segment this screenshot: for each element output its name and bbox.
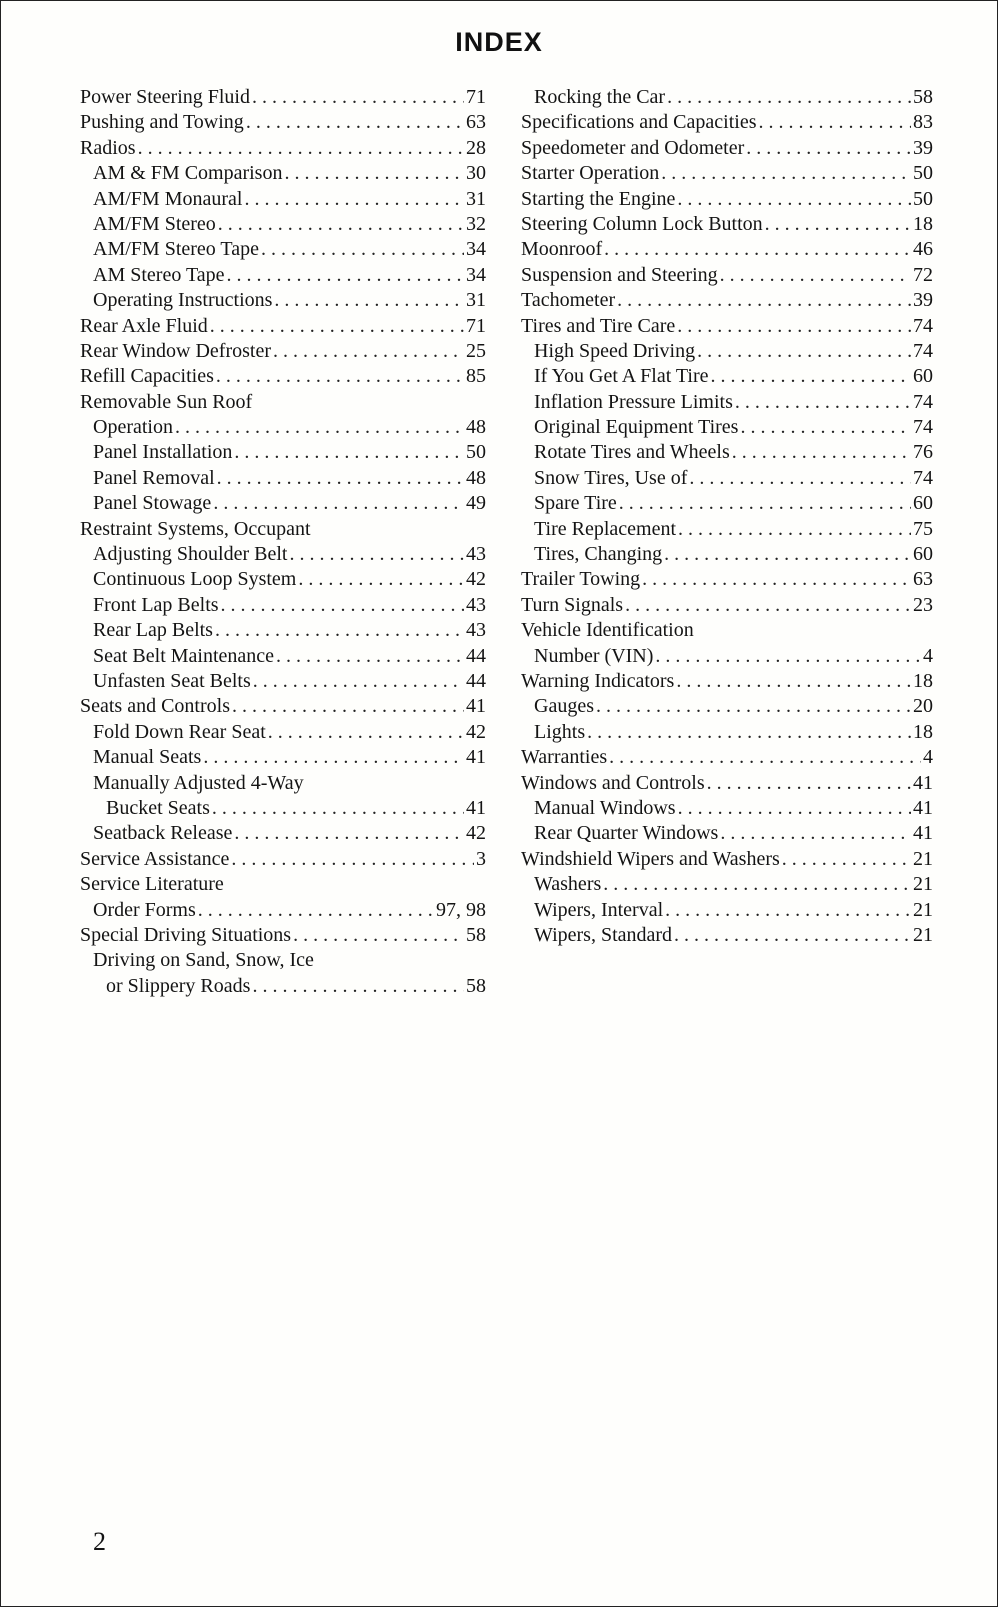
- index-entry: [80, 390, 486, 415]
- index-entry-label: Unfasten Seat Belts: [93, 669, 251, 692]
- index-entry: [80, 288, 486, 313]
- dot-leader: [268, 720, 464, 745]
- index-entry: [80, 593, 486, 618]
- index-entry-label: Service Assistance: [80, 847, 230, 870]
- index-entry: [80, 415, 486, 440]
- index-entry-label: Turn Signals: [521, 593, 624, 616]
- index-entry-label: Warning Indicators: [521, 669, 675, 692]
- index-entry-label: Refill Capacities: [80, 365, 214, 388]
- dot-leader: [217, 466, 464, 491]
- index-entry-label: AM & FM Comparison: [93, 162, 283, 185]
- index-entry-page: 32: [466, 212, 486, 235]
- index-entry-page: 42: [466, 720, 486, 743]
- index-column-right: [521, 85, 933, 948]
- index-entry-page: 4: [923, 746, 933, 769]
- dot-leader: [274, 288, 464, 313]
- index-entry-label: Windows and Controls: [521, 771, 705, 794]
- index-entry-label: Inflation Pressure Limits: [534, 390, 733, 413]
- index-entry-label: Seat Belt Maintenance: [93, 644, 275, 667]
- index-entry-page: 63: [466, 111, 486, 134]
- index-entry-page: 48: [466, 416, 486, 439]
- index-entry-page: 76: [913, 441, 933, 464]
- index-entry: [521, 440, 933, 465]
- index-entry-page: 39: [913, 289, 933, 312]
- dot-leader: [298, 567, 464, 592]
- dot-leader: [215, 618, 464, 643]
- index-entry-page: 97, 98: [436, 898, 486, 921]
- index-entry-label: If You Get A Flat Tire: [534, 365, 709, 388]
- index-entry-page: 18: [913, 669, 933, 692]
- index-entry-label: Rocking the Car: [534, 86, 666, 108]
- dot-leader: [253, 669, 464, 694]
- index-entry-page: 41: [466, 695, 486, 718]
- page-title: INDEX: [455, 27, 543, 57]
- dot-leader: [234, 440, 464, 465]
- index-entry: [521, 618, 933, 643]
- index-entry-page: 74: [913, 339, 933, 362]
- dot-leader: [216, 364, 464, 389]
- dot-leader: [234, 821, 464, 846]
- index-entry-label: Rotate Tires and Wheels: [534, 441, 730, 464]
- dot-leader: [676, 669, 911, 694]
- index-entry: [80, 898, 486, 923]
- index-entry: [521, 110, 933, 135]
- dot-leader: [246, 110, 464, 135]
- index-entry: [521, 593, 933, 618]
- index-entry-page: 43: [466, 543, 486, 566]
- index-entry: [521, 237, 933, 262]
- dot-leader: [252, 85, 464, 110]
- index-entry-page: 60: [913, 492, 933, 515]
- index-entry-page: 28: [466, 136, 486, 159]
- dot-leader: [661, 161, 911, 186]
- index-entry: [80, 161, 486, 186]
- dot-leader: [678, 796, 911, 821]
- index-entry: [521, 847, 933, 872]
- index-entry-label: AM/FM Stereo Tape: [93, 238, 259, 261]
- index-entry-page: 34: [466, 263, 486, 286]
- index-entry: [80, 821, 486, 846]
- dot-leader: [138, 136, 464, 161]
- index-entry: [80, 517, 486, 542]
- index-entry-page: 74: [913, 390, 933, 413]
- index-entry-label: Continuous Loop System: [93, 568, 297, 591]
- index-entry-label: Order Forms: [93, 898, 196, 921]
- index-entry-label: Bucket Seats: [106, 796, 210, 819]
- index-entry: [80, 847, 486, 872]
- dot-leader: [689, 466, 911, 491]
- index-entry-page: 63: [913, 568, 933, 591]
- index-entry-page: 44: [466, 644, 486, 667]
- index-entry-label: Manually Adjusted 4-Way: [93, 771, 304, 794]
- index-entry-page: 39: [913, 136, 933, 159]
- index-entry-page: 50: [466, 441, 486, 464]
- index-entry: [80, 212, 486, 237]
- index-entry-label: or Slippery Roads: [106, 974, 251, 997]
- index-entry: [521, 85, 933, 110]
- dot-leader: [604, 237, 911, 262]
- index-entry-page: 4: [923, 644, 933, 667]
- dot-leader: [617, 288, 911, 313]
- index-entry-page: 58: [466, 923, 486, 946]
- index-entry-label: Original Equipment Tires: [534, 416, 739, 439]
- index-entry-label: Manual Windows: [534, 796, 676, 819]
- index-entry: [521, 161, 933, 186]
- dot-leader: [746, 136, 911, 161]
- index-entry: [80, 440, 486, 465]
- index-entry-label: Restraint Systems, Occupant: [80, 517, 311, 540]
- index-entry: [80, 567, 486, 592]
- index-entry-label: Speedometer and Odometer: [521, 136, 745, 159]
- dot-leader: [289, 542, 464, 567]
- index-entry-label: Driving on Sand, Snow, Ice: [93, 949, 314, 972]
- dot-leader: [232, 694, 464, 719]
- index-entry-page: 74: [913, 466, 933, 489]
- dot-leader: [765, 212, 911, 237]
- index-entry-label: Operating Instructions: [93, 289, 273, 312]
- index-entry: [521, 898, 933, 923]
- index-entry-label: Spare Tire: [534, 492, 617, 515]
- index-entry: [521, 567, 933, 592]
- index-entry-page: 72: [913, 263, 933, 286]
- index-entry-page: 23: [913, 593, 933, 616]
- index-entry: [521, 644, 933, 669]
- index-entry: [521, 187, 933, 212]
- index-entry: [521, 720, 933, 745]
- index-entry: [80, 948, 486, 973]
- index-entry: [521, 364, 933, 389]
- index-entry: [521, 491, 933, 516]
- index-entry-label: Gauges: [534, 695, 594, 718]
- index-entry: [521, 212, 933, 237]
- index-entry: [521, 923, 933, 948]
- dot-leader: [697, 339, 911, 364]
- index-entry-label: Rear Lap Belts: [93, 619, 213, 642]
- dot-leader: [273, 339, 464, 364]
- index-entry-page: 49: [466, 492, 486, 515]
- index-entry: [80, 618, 486, 643]
- index-entry-page: 58: [466, 974, 486, 997]
- dot-leader: [609, 745, 921, 770]
- index-entry: [80, 923, 486, 948]
- index-entry: [80, 644, 486, 669]
- dot-leader: [732, 440, 911, 465]
- index-entry: [80, 85, 486, 110]
- index-column-left: [80, 85, 486, 999]
- index-entry: [521, 669, 933, 694]
- dot-leader: [587, 720, 911, 745]
- index-entry: [521, 288, 933, 313]
- index-entry-page: 18: [913, 720, 933, 743]
- dot-leader: [674, 923, 911, 948]
- index-entry-page: 31: [466, 187, 486, 210]
- dot-leader: [720, 263, 911, 288]
- dot-leader: [603, 872, 911, 897]
- index-entry-page: 41: [913, 796, 933, 819]
- dot-leader: [619, 491, 911, 516]
- index-entry: [80, 314, 486, 339]
- index-entry-label: Removable Sun Roof: [80, 390, 253, 413]
- index-entry-page: 50: [913, 187, 933, 210]
- dot-leader: [231, 847, 474, 872]
- index-entry-page: 21: [913, 898, 933, 921]
- index-entry: [521, 517, 933, 542]
- dot-leader: [720, 821, 911, 846]
- index-entry-label: Rear Window Defroster: [80, 339, 271, 362]
- index-entry: [521, 872, 933, 897]
- index-entry-page: 21: [913, 923, 933, 946]
- dot-leader: [677, 314, 911, 339]
- index-entry-page: 21: [913, 873, 933, 896]
- dot-leader: [175, 415, 464, 440]
- index-entry-label: Panel Stowage: [93, 492, 212, 515]
- index-entry: [521, 796, 933, 821]
- index-entry: [80, 720, 486, 745]
- index-entry-page: 83: [913, 111, 933, 134]
- index-entry-label: Tires, Changing: [534, 543, 663, 566]
- dot-leader: [625, 593, 911, 618]
- index-entry: [80, 974, 486, 999]
- index-entry-label: Starting the Engine: [521, 187, 676, 210]
- index-entry-label: AM/FM Monaural: [93, 187, 243, 210]
- index-entry: [80, 466, 486, 491]
- dot-leader: [782, 847, 911, 872]
- index-entry-label: Tire Replacement: [534, 517, 677, 540]
- index-entry-page: 43: [466, 593, 486, 616]
- index-entry-page: 21: [913, 847, 933, 870]
- dot-leader: [707, 771, 911, 796]
- index-entry-page: 31: [466, 289, 486, 312]
- index-entry-label: Rear Axle Fluid: [80, 314, 208, 337]
- index-entry-page: 42: [466, 568, 486, 591]
- index-entry-label: Steering Column Lock Button: [521, 212, 763, 235]
- index-entry: [80, 263, 486, 288]
- index-entry-label: Front Lap Belts: [93, 593, 219, 616]
- index-entry-page: 3: [476, 847, 486, 870]
- index-entry-page: 74: [913, 416, 933, 439]
- index-entry-label: Tachometer: [521, 289, 616, 312]
- index-entry-label: Seatback Release: [93, 822, 233, 845]
- index-entry-page: 58: [913, 86, 933, 108]
- dot-leader: [596, 694, 911, 719]
- index-entry-label: Wipers, Interval: [534, 898, 664, 921]
- index-entry-label: Manual Seats: [93, 746, 202, 769]
- index-entry: [521, 314, 933, 339]
- index-entry: [80, 771, 486, 796]
- index-entry-label: Starter Operation: [521, 162, 660, 185]
- index-entry-page: 75: [913, 517, 933, 540]
- dot-leader: [740, 415, 911, 440]
- dot-leader: [213, 491, 464, 516]
- index-entry-page: 44: [466, 669, 486, 692]
- index-entry-label: Washers: [534, 873, 602, 896]
- index-entry-label: Lights: [534, 720, 586, 743]
- dot-leader: [203, 745, 464, 770]
- dot-leader: [198, 898, 434, 923]
- index-entry: [521, 263, 933, 288]
- dot-leader: [758, 110, 911, 135]
- index-entry-label: Specifications and Capacities: [521, 111, 757, 134]
- index-entry-label: AM/FM Stereo: [93, 212, 216, 235]
- index-entry-page: 41: [913, 822, 933, 845]
- index-entry-page: 60: [913, 543, 933, 566]
- dot-leader: [227, 263, 464, 288]
- dot-leader: [711, 364, 912, 389]
- index-entry-page: 41: [466, 746, 486, 769]
- dot-leader: [210, 314, 464, 339]
- index-entry-label: Panel Removal: [93, 466, 215, 489]
- index-entry: [80, 872, 486, 897]
- index-entry-label: Wipers, Standard: [534, 923, 673, 946]
- index-entry: [80, 491, 486, 516]
- dot-leader: [252, 974, 464, 999]
- page-number: 2: [93, 1527, 106, 1556]
- index-entry-label: Panel Installation: [93, 441, 233, 464]
- index-entry-label: Special Driving Situations: [80, 923, 292, 946]
- dot-leader: [642, 567, 911, 592]
- index-entry-label: AM Stereo Tape: [93, 263, 225, 286]
- index-entry-page: 85: [466, 365, 486, 388]
- index-entry: [521, 745, 933, 770]
- index-entry-label: Power Steering Fluid: [80, 86, 250, 108]
- index-entry-page: 25: [466, 339, 486, 362]
- dot-leader: [221, 593, 464, 618]
- index-entry-label: Adjusting Shoulder Belt: [93, 543, 288, 566]
- dot-leader: [665, 898, 911, 923]
- index-entry-label: Moonroof: [521, 238, 603, 261]
- dot-leader: [212, 796, 464, 821]
- dot-leader: [667, 85, 911, 110]
- dot-leader: [677, 187, 911, 212]
- index-entry: [521, 339, 933, 364]
- index-entry: [521, 466, 933, 491]
- index-entry-page: 60: [913, 365, 933, 388]
- index-entry: [80, 237, 486, 262]
- dot-leader: [655, 644, 921, 669]
- index-entry: [80, 694, 486, 719]
- index-entry-label: Warranties: [521, 746, 608, 769]
- index-entry-page: 74: [913, 314, 933, 337]
- dot-leader: [664, 542, 911, 567]
- dot-leader: [678, 517, 911, 542]
- index-entry: [80, 187, 486, 212]
- index-entry-label: Vehicle Identification: [521, 619, 694, 642]
- index-entry-page: 42: [466, 822, 486, 845]
- index-entry: [521, 821, 933, 846]
- dot-leader: [244, 187, 464, 212]
- index-entry-page: 20: [913, 695, 933, 718]
- index-entry: [521, 390, 933, 415]
- index-entry-label: Seats and Controls: [80, 695, 230, 718]
- index-entry-label: Rear Quarter Windows: [534, 822, 719, 845]
- index-entry-label: Snow Tires, Use of: [534, 466, 688, 489]
- index-entry: [80, 745, 486, 770]
- index-entry: [521, 415, 933, 440]
- dot-leader: [261, 237, 464, 262]
- dot-leader: [284, 161, 464, 186]
- index-entry: [80, 136, 486, 161]
- index-entry-page: 41: [466, 796, 486, 819]
- index-entry: [521, 771, 933, 796]
- index-entry-label: Suspension and Steering: [521, 263, 718, 286]
- index-entry: [80, 542, 486, 567]
- index-entry-page: 71: [466, 86, 486, 108]
- index-entry-page: 48: [466, 466, 486, 489]
- index-entry-label: Pushing and Towing: [80, 111, 244, 134]
- index-entry-page: 34: [466, 238, 486, 261]
- index-entry: [80, 669, 486, 694]
- index-entry-label: Windshield Wipers and Washers: [521, 847, 780, 870]
- index-entry-label: Service Literature: [80, 873, 224, 896]
- index-entry-label: Tires and Tire Care: [521, 314, 676, 337]
- dot-leader: [276, 644, 464, 669]
- dot-leader: [218, 212, 464, 237]
- index-entry: [80, 796, 486, 821]
- index-entry-label: Fold Down Rear Seat: [93, 720, 266, 743]
- index-entry: [521, 136, 933, 161]
- index-entry: [521, 694, 933, 719]
- index-entry-page: 18: [913, 212, 933, 235]
- index-entry-page: 41: [913, 771, 933, 794]
- index-entry-label: Radios: [80, 136, 136, 159]
- index-entry-page: 50: [913, 162, 933, 185]
- index-entry-page: 71: [466, 314, 486, 337]
- dot-leader: [293, 923, 464, 948]
- index-entry-label: Number (VIN): [534, 644, 654, 667]
- index-entry-label: High Speed Driving: [534, 339, 696, 362]
- index-entry: [521, 542, 933, 567]
- index-entry: [80, 110, 486, 135]
- index-entry-page: 30: [466, 162, 486, 185]
- index-entry: [80, 339, 486, 364]
- index-entry: [80, 364, 486, 389]
- index-entry-label: Trailer Towing: [521, 568, 641, 591]
- index-entry-page: 46: [913, 238, 933, 261]
- dot-leader: [735, 390, 911, 415]
- index-entry-page: 43: [466, 619, 486, 642]
- index-entry-label: Operation: [93, 416, 173, 439]
